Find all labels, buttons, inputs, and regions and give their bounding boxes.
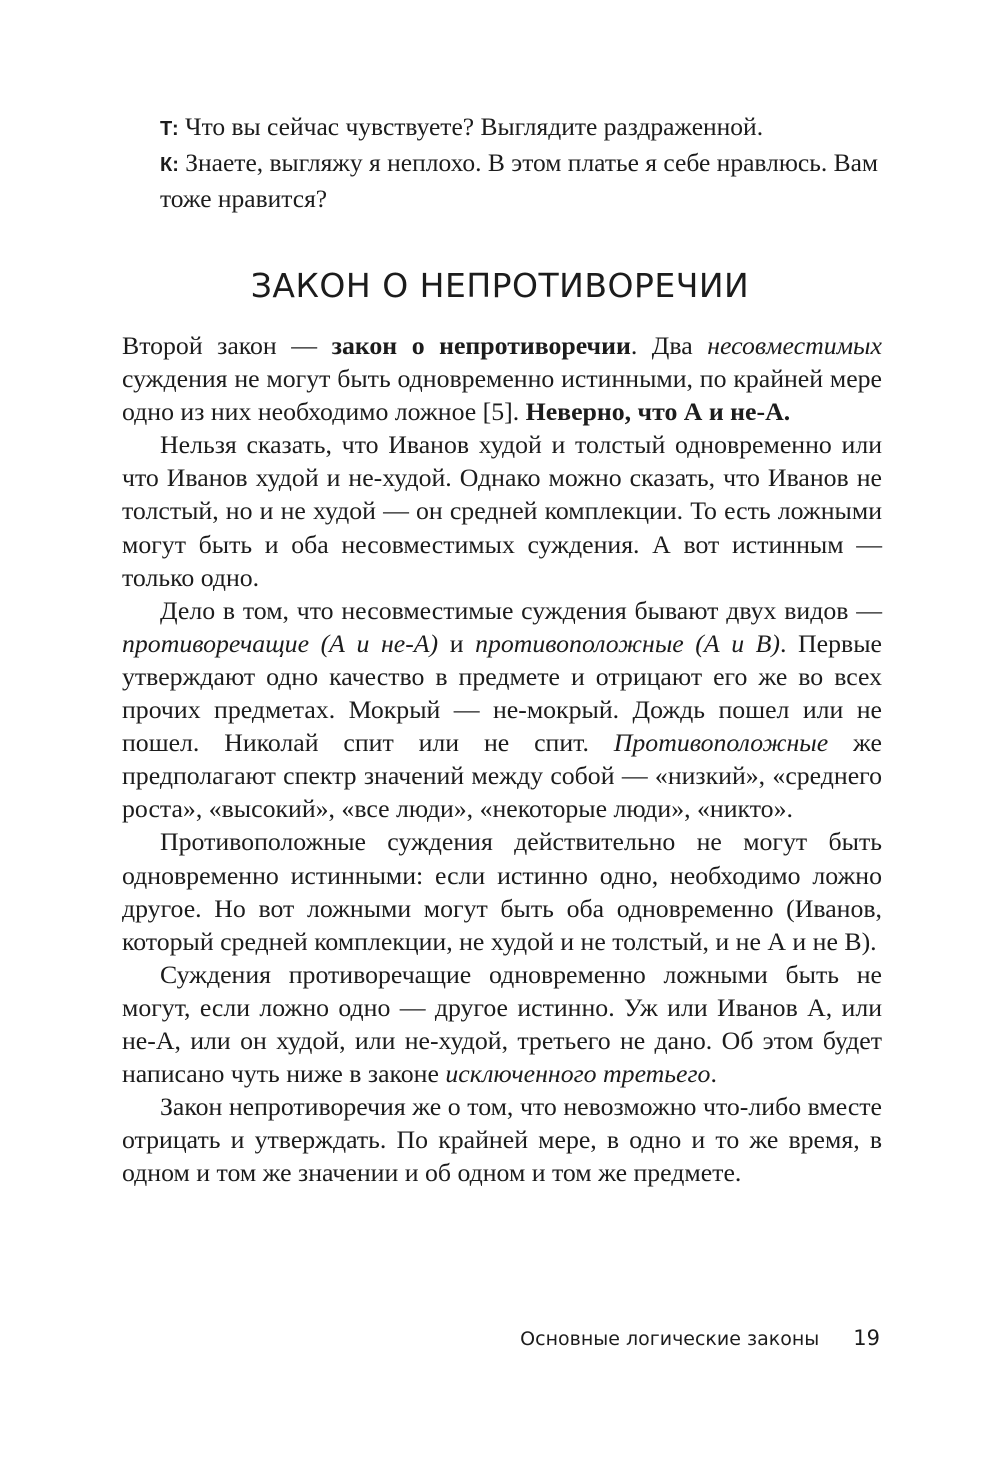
section-heading: ЗАКОН О НЕПРОТИВОРЕЧИИ bbox=[250, 266, 750, 305]
italic-term: противоположные (А и В) bbox=[475, 628, 781, 658]
text-run: Дело в том, что несовместимые суждения бывают двух видов — bbox=[160, 595, 882, 625]
text-run: же предполагают спектр значений между собой — «низкий», «среднего роста», «высокий», «все люди», «некоторые люди», «никто». bbox=[122, 728, 882, 824]
speaker-label: Т: bbox=[160, 118, 179, 140]
dialogue-line-therapist bbox=[160, 110, 890, 146]
bold-term: закон о непротиворечии bbox=[331, 331, 631, 360]
paragraph: Нельзя сказать, что Иванов худой и толстый одновременно или что Иванов худой и не-худой. Однако можно сказать, что Иванов не толстый, но и не худой — он средней комплекции. То есть ложными могут быть и оба несовместимых суждения. А вот истинным — только одно. bbox=[122, 430, 882, 592]
italic-term: несовместимых bbox=[707, 331, 882, 360]
italic-term: исключенного третьего bbox=[445, 1059, 711, 1089]
text-run: и bbox=[438, 628, 476, 658]
italic-term: противоречащие (А и не-А) bbox=[122, 628, 439, 658]
bold-statement: Неверно, что А и не-А. bbox=[525, 397, 791, 427]
text-run: суждения не могут быть одновременно истинными, по крайней мере одно из них необходимо ложное [5]. bbox=[122, 364, 882, 427]
paragraph: Противоположные суждения действительно не могут быть одновременно истинными: если истинно одно, необходимо ложно другое. Но вот ложными могут быть оба одновременно (Иванов, который средней комплекции, не худой и не толстый, и не А и не В). bbox=[122, 827, 882, 956]
text-run: . Первые утверждают одно качество в предмете и отрицают его же во всех прочих предметах. Мокрый — не-мокрый. Дождь пошел или не пошел. Николай спит или не спит. bbox=[122, 628, 882, 758]
dialogue-text: Знаете, выгляжу я неплохо. В этом платье я себе нравлюсь. Вам тоже нравится? bbox=[160, 148, 879, 213]
text-run: Второй закон — bbox=[122, 331, 332, 360]
body-text bbox=[122, 329, 882, 1189]
text-run: . bbox=[710, 1059, 717, 1089]
dialogue-text: Что вы сейчас чувствуете? Выглядите раздраженной. bbox=[178, 112, 764, 141]
text-run: Суждения противоречащие одновременно ложными быть не могут, если ложно одно — другое истинно. Уж или Иванов А, или не-А, или он худой, или не-худой, третьего не дано. Об этом будет написано чуть ниже в законе bbox=[122, 959, 882, 1089]
dialogue-line-client bbox=[160, 146, 890, 215]
paragraph bbox=[122, 958, 882, 1090]
italic-term: Противоположные bbox=[613, 728, 829, 758]
dialogue-block bbox=[160, 110, 890, 215]
paragraph bbox=[122, 329, 882, 428]
running-title: Основные логические законы bbox=[520, 1328, 820, 1350]
text-run: . Два bbox=[630, 331, 708, 360]
page-number: 19 bbox=[853, 1326, 880, 1350]
page-footer bbox=[0, 1326, 880, 1350]
speaker-label: К: bbox=[160, 154, 179, 176]
paragraph: Закон непротиворечия же о том, что невозможно что-либо вместе отрицать и утверждать. По крайней мере, в одно и то же время, в одном и том же значении и об одном и том же предмете. bbox=[122, 1092, 882, 1188]
paragraph bbox=[122, 594, 882, 826]
